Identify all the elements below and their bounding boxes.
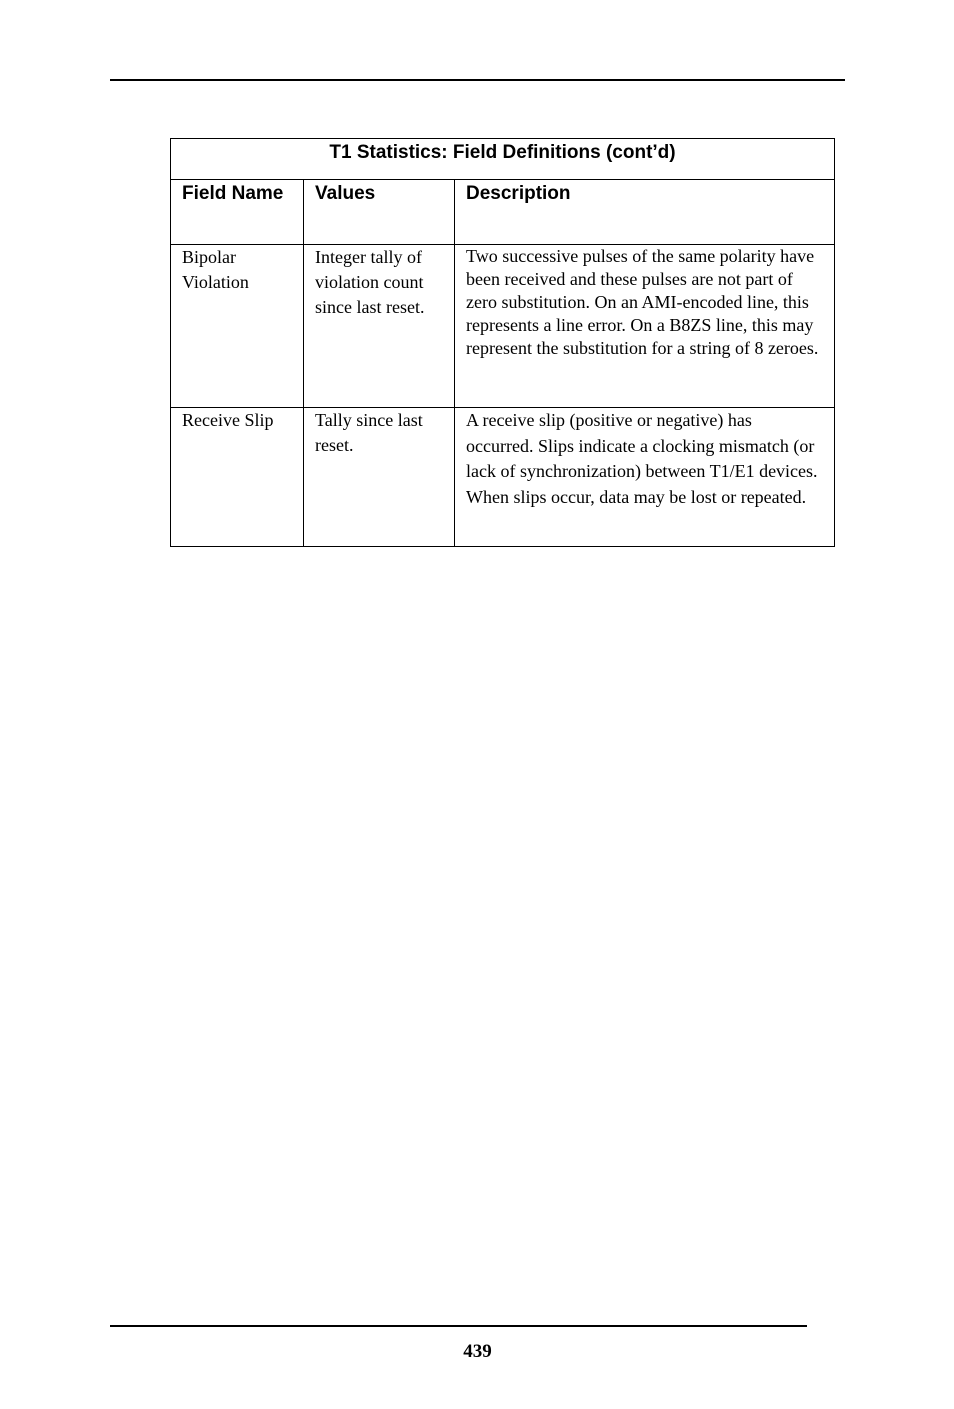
values-cell: Tally since last reset. xyxy=(304,408,455,547)
table-header-row xyxy=(171,180,835,245)
table-row xyxy=(171,408,835,547)
description-cell: A receive slip (positive or negative) has occurred. Slips indicate a clocking mismatch (or lack of synchronization) between T1/E1 devices. When slips occur, data may be lost or repeated. xyxy=(455,408,835,547)
column-header-field-name: Field Name xyxy=(171,180,304,245)
column-header-values: Values xyxy=(304,180,455,245)
table-title: T1 Statistics: Field Definitions (cont’d) xyxy=(171,139,835,180)
column-header-description: Description xyxy=(455,180,835,245)
page-number: 439 xyxy=(463,1341,492,1362)
footer-rule xyxy=(110,1325,807,1327)
field-name-cell: Receive Slip xyxy=(171,408,304,547)
description-cell: Two successive pulses of the same polarity have been received and these pulses are not part of zero substitution. On an AMI-encoded line, this represents a line error. On a B8ZS line, this may represent the substitution for a string of 8 zeroes. xyxy=(455,245,835,408)
field-name-cell: Bipolar Violation xyxy=(171,245,304,408)
table-row xyxy=(171,245,835,408)
header-rule xyxy=(110,79,845,81)
table-title-row xyxy=(171,139,835,180)
field-definitions-table xyxy=(170,138,835,547)
values-cell: Integer tally of violation count since last reset. xyxy=(304,245,455,408)
